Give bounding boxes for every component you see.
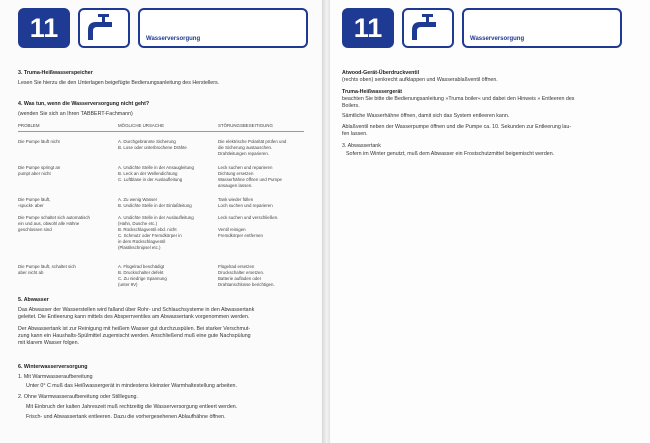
fix-cell: die Sicherung austauschen. xyxy=(218,145,273,150)
paragraph-line: fen lassen. xyxy=(342,131,368,137)
fix-cell: Flügelrad ersetzen xyxy=(218,264,255,269)
problem-cell: Die Pumpe läuft nicht xyxy=(18,139,60,144)
chapter-number-box xyxy=(342,8,394,48)
paragraph-line: Der Abwassertank ist zur Reinigung mit heißem Wasser gut durchzuspülen. Bei starker Verschmut- xyxy=(18,326,251,332)
cause-cell: (unter 9V) xyxy=(118,282,138,287)
right-page xyxy=(330,0,650,443)
cause-cell: A. Undichte Stelle in der Ansaugleitung xyxy=(118,165,194,170)
faucet-icon xyxy=(78,8,130,48)
paragraph-line: Atwood-Gerät-Überdruckventil xyxy=(342,70,420,76)
paragraph-line: Truma-Heißwassergerät xyxy=(342,89,403,95)
chapter-header xyxy=(18,8,308,48)
cause-cell: B. Druckschalter defekt xyxy=(118,270,164,275)
paragraph-line: beachten Sie bitte die Bedienungsanleitung »Truma boiler« und dabei den Hinweis » Entleeren des xyxy=(342,96,575,102)
cause-cell: in dem Rückschlagventil xyxy=(118,239,166,244)
paragraph-line: 3. Abwassertank xyxy=(342,143,381,149)
cause-cell: (Plastikschnipsel etc.) xyxy=(118,245,161,250)
fix-cell: Wasserhähne öffnen und Pumpe xyxy=(218,177,282,182)
chapter-title: Wasserversorgung xyxy=(146,36,201,42)
paragraph-line: geleitet. Die Entleerung kann mittels des Absperrventiles am Abwassertank vorgenommen werden. xyxy=(18,314,250,320)
chapter-number-box xyxy=(18,8,70,48)
problem-cell: geschlossen sind xyxy=(18,227,52,232)
fix-cell: Drahtleitungen reparieren. xyxy=(218,151,270,156)
left-page xyxy=(0,0,322,443)
column-header-cause: MÖGLICHE URSACHE xyxy=(118,123,165,128)
problem-cell: ›spuckt‹ aber xyxy=(18,203,44,208)
cause-cell: B. Leck an der Wellendichtung xyxy=(118,171,178,176)
table-divider xyxy=(18,131,304,132)
section-3-text: Lesen Sie hierzu die den Unterlagen beigefügte Bedienungsanleitung des Herstellers. xyxy=(18,80,220,86)
cause-cell: C. Schmutz oder Fremdkörper in xyxy=(118,233,182,238)
faucet-icon xyxy=(402,8,454,48)
paragraph-line: mit klarem Wasser folgen. xyxy=(18,340,80,346)
problem-cell: ein und aus, obwohl alle Hähne xyxy=(18,221,80,226)
problem-cell: aber nicht ab xyxy=(18,270,44,275)
paragraph-line: Das Abwasser der Wasserstellen wird falland über Rohr- und Schlauchsysteme in den Abwassertank xyxy=(18,307,255,313)
chapter-number: 11 xyxy=(353,13,383,43)
paragraph-line: Sämtliche Wasserhähne öffnen, damit sich das System entleeren kann. xyxy=(342,113,510,119)
cause-cell: (Hahn, Dusche etc.) xyxy=(118,221,158,226)
fix-cell: Batterie aufladen oder xyxy=(218,276,262,281)
problem-cell: pumpt aber nicht xyxy=(18,171,51,176)
fix-cell: Drahtanschlüsse berichtigen. xyxy=(218,282,275,287)
fix-cell: Die elektrische Polarität prüfen und xyxy=(218,139,287,144)
section-6-heading: 6. Winterwasserversorgung xyxy=(18,364,88,370)
book-gutter xyxy=(322,0,330,443)
cause-cell: A. Durchgebrannte Sicherung xyxy=(118,139,176,144)
cause-cell: A. Zu wenig Wasser xyxy=(118,197,158,202)
paragraph-line: (rechts oben) senkrecht aufklappen und Wasserablaßventil öffnen. xyxy=(342,77,498,83)
paragraph-line: 2. Ohne Warmwasseraufbereitung oder Stilllegung. xyxy=(18,394,138,400)
section-4-subtext: (wenden Sie sich an Ihren TABBERT-Fachmann) xyxy=(18,111,133,117)
fix-cell: Fremdkörper entfernen xyxy=(218,233,263,238)
cause-cell: C. Luftblase in der Auslaufleitung xyxy=(118,177,183,182)
problem-cell: Die Pumpe springt an xyxy=(18,165,61,170)
fix-cell: Dichtung ersetzen xyxy=(218,171,254,176)
chapter-title-box xyxy=(462,8,622,48)
fix-cell: Leck suchen und reparieren xyxy=(218,165,273,170)
fix-cell: Tank wieder füllen xyxy=(218,197,254,202)
cause-cell: B. Rückschlagventil ebd. nicht xyxy=(118,227,177,232)
column-header-problem: PROBLEM xyxy=(18,123,40,128)
fix-cell: Leck suchen und verschließen. xyxy=(218,215,279,220)
section-4-heading: 4. Was tun, wenn die Wasserversorgung nicht geht? xyxy=(18,101,150,107)
column-header-fix: STÖRUNGSBESEITIGUNG xyxy=(218,123,273,128)
paragraph-line: Ablaßventil neben der Wasserpumpe öffnen und die Pumpe ca. 10. Sekunden zur Entleerung lau- xyxy=(342,124,572,130)
paragraph-line: 1. Mit Warmwasseraufbereitung xyxy=(18,374,93,380)
paragraph-line: Frisch- und Abwassertank entleeren. Dazu die vorhergesehenen Ablaufhähne öffnen. xyxy=(26,414,226,420)
chapter-title: Wasserversorgung xyxy=(470,36,525,42)
cause-cell: B. Lose oder unterbrochene Drähte xyxy=(118,145,187,150)
paragraph-line: Boilers. xyxy=(342,103,360,109)
chapter-number: 11 xyxy=(29,13,59,43)
fix-cell: Druckschalter ersetzen. xyxy=(218,270,265,275)
problem-cell: Die Pumpe läuft, schaltet sich xyxy=(18,264,76,269)
cause-cell: B. Undichte Stelle in der Einlaßleitung xyxy=(118,203,192,208)
section-3-heading: 3. Truma-Heißwasserspeicher xyxy=(18,70,93,76)
problem-cell: Die Pumpe schaltet sich automatisch xyxy=(18,215,90,220)
fix-cell: Ventil reinigen xyxy=(218,227,246,232)
problem-cell: Die Pumpe läuft, xyxy=(18,197,51,202)
cause-cell: C. Zu niedrige Spannung xyxy=(118,276,167,281)
cause-cell: A. Flügelrad beschädigt xyxy=(118,264,165,269)
cause-cell: A. Undichte Stelle in der Auslaufleitung xyxy=(118,215,194,220)
paragraph-line: Mit Einbruch der kalten Jahreszeit muß rechtzeitig die Wasserversorgung entleert werden. xyxy=(26,404,238,410)
paragraph-line: Sofern im Winter genutzt, muß dem Abwasser ein Frostschutzmittel beigemischt werden. xyxy=(346,151,555,157)
fix-cell: Loch suchen und reparieren xyxy=(218,203,273,208)
paragraph-line: zung kann ein Haushalts-Spülmittel zugemischt werden. Anschließend muß eine gute Nachspülung xyxy=(18,333,251,339)
chapter-header xyxy=(342,8,632,48)
paragraph-line: Unter 0° C muß das Heißwassergerät in mindestens kleinster Warmhaltestellung arbeiten. xyxy=(26,383,237,389)
chapter-title-box xyxy=(138,8,308,48)
section-5-heading: 5. Abwasser xyxy=(18,297,49,303)
fix-cell: ansaugen lassen. xyxy=(218,183,253,188)
